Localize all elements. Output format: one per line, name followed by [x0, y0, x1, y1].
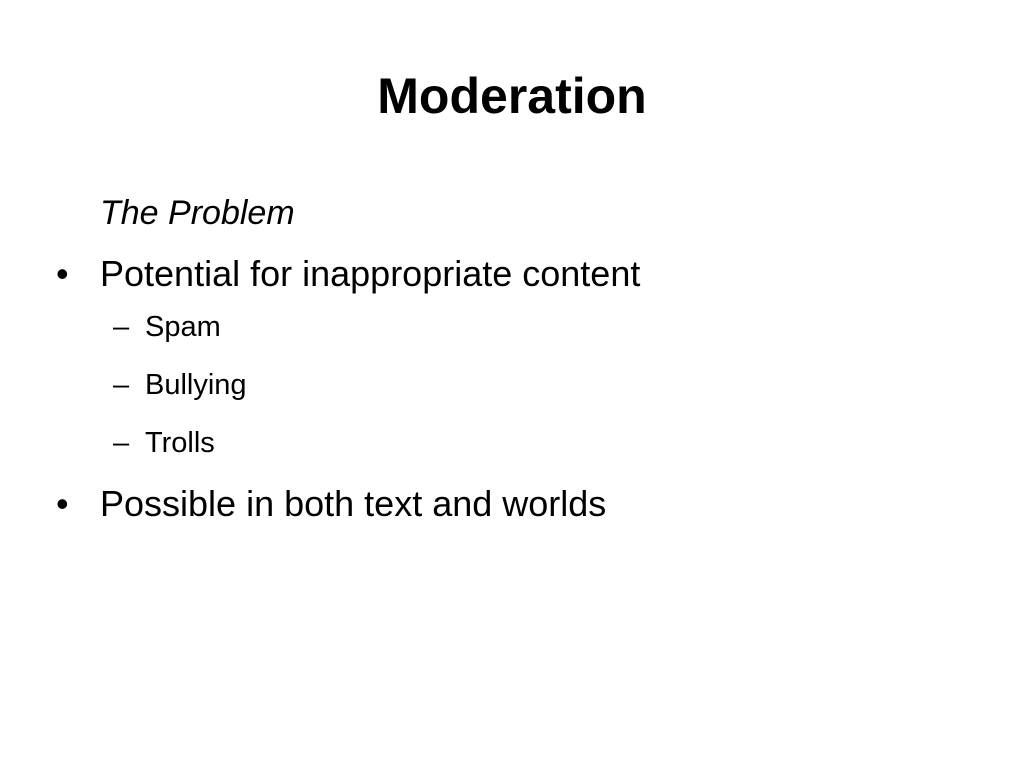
sub-bullet-list: [56, 306, 976, 464]
sub-bullet-text: Trolls: [145, 427, 215, 459]
bullet-item-potential-content: [56, 250, 976, 298]
sub-bullet-bullying: [56, 364, 976, 406]
dash-icon: –: [113, 427, 130, 459]
sub-bullet-spam: [56, 306, 976, 348]
sub-bullet-text: Bullying: [145, 369, 247, 401]
sub-bullet-trolls: [56, 422, 976, 464]
slide-subheading: The Problem: [100, 194, 295, 232]
sub-bullet-text: Spam: [145, 311, 221, 343]
bullet-item-text-worlds: [56, 480, 976, 528]
bullet-icon: •: [56, 253, 69, 294]
dash-icon: –: [113, 369, 130, 401]
bullet-text: Possible in both text and worlds: [100, 483, 607, 524]
slide-content: [56, 186, 976, 528]
dash-icon: –: [113, 311, 130, 343]
bullet-text: Potential for inappropriate content: [100, 253, 641, 294]
bullet-icon: •: [56, 483, 69, 524]
slide-title: Moderation: [377, 68, 647, 124]
